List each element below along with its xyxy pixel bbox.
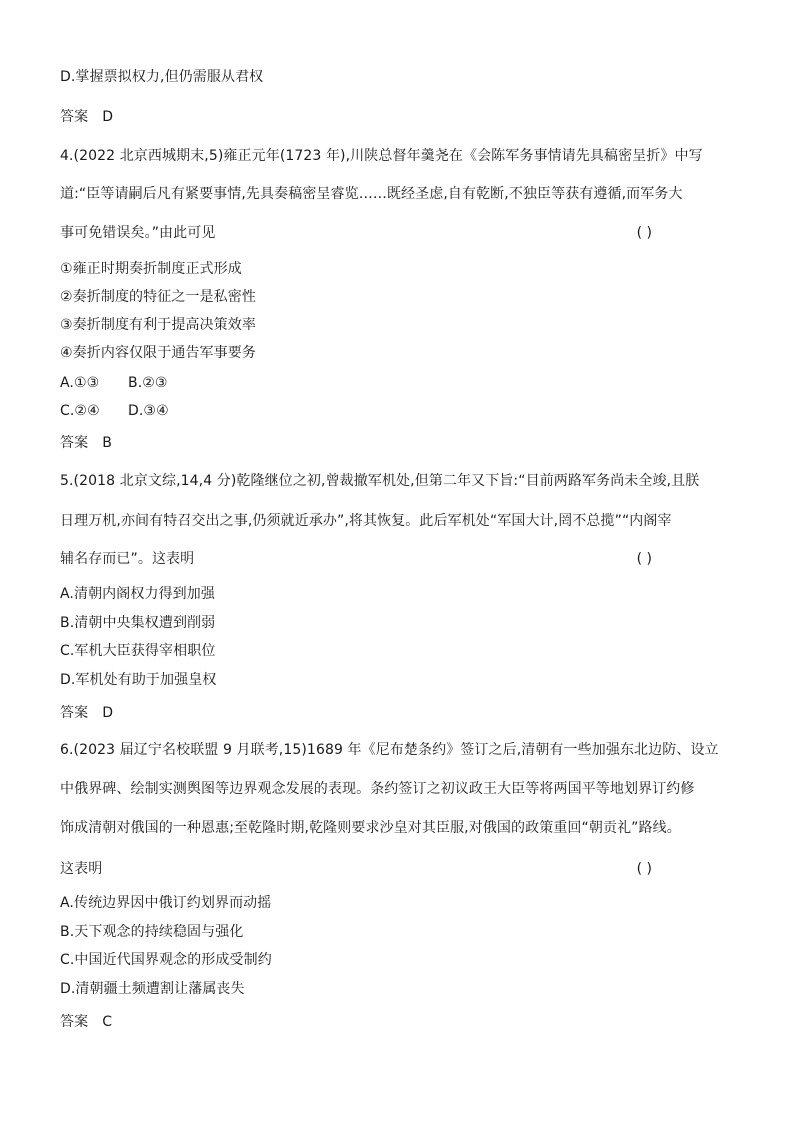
q6-stem-line-1: 6.(2023 届辽宁名校联盟 9 月联考,15)1689 年《尼布楚条约》签订之后,清朝有一些加强东北边防、设立 <box>60 742 719 758</box>
q4-stem-line-2: 道:“臣等请嗣后凡有紧要事情,先具奏稿密呈睿览……既经圣虑,自有乾断,不独臣等获有遵循,而军务大 <box>60 186 683 202</box>
answer-label: 答案 <box>60 705 89 721</box>
q3-option-d: D.掌握票拟权力,但仍需服从君权 <box>60 69 264 85</box>
q5-option-a: A.清朝内阁权力得到加强 <box>60 586 215 602</box>
q5-stem-line-1: 5.(2018 北京文综,14,4 分)乾隆继位之初,曾裁撤军机处,但第二年又下旨:“目前两路军务尚未全竣,且朕 <box>60 473 700 489</box>
q5-option-b: B.清朝中央集权遭到削弱 <box>60 615 216 631</box>
answer-label: 答案 <box>60 109 89 125</box>
option-d: D.③④ <box>128 403 169 419</box>
q4-stem-line-3 <box>60 224 724 242</box>
q3-answer <box>60 108 113 126</box>
q6-stem-text: 这表明 <box>60 861 103 877</box>
q6-answer <box>60 1013 112 1031</box>
option-c: C.②④ <box>60 403 100 419</box>
answer-value: B <box>102 435 112 451</box>
option-a: A.①③ <box>60 375 100 391</box>
answer-value: C <box>102 1014 113 1030</box>
q4-answer <box>60 434 112 452</box>
q4-item-4: ④奏折内容仅限于通告军事要务 <box>60 345 256 361</box>
q6-option-b: B.天下观念的持续稳固与强化 <box>60 924 244 940</box>
answer-value: D <box>102 705 114 721</box>
q5-option-c: C.军机大臣获得宰相职位 <box>60 643 216 659</box>
q5-stem-line-2: 日理万机,亦间有特召交出之事,仍须就近承办”,将其恢复。此后军机处“军国大计,罔不总揽”“内阁宰 <box>60 513 672 529</box>
q4-options-row-1 <box>60 374 168 392</box>
q6-stem-line-3: 饰成清朝对俄国的一种恩惠;至乾隆时期,乾隆则要求沙皇对其臣服,对俄国的政策重回“朝贡礼”路线。 <box>60 820 681 836</box>
q5-option-d: D.军机处有助于加强皇权 <box>60 672 217 688</box>
q4-stem-line-1: 4.(2022 北京西城期末,5)雍正元年(1723 年),川陕总督年羹尧在《会陈军务事情请先具稿密呈折》中写 <box>60 148 703 164</box>
answer-blank: ( ) <box>636 551 652 567</box>
q6-option-a: A.传统边界因中俄订约划界而动摇 <box>60 895 272 911</box>
option-b: B.②③ <box>128 375 168 391</box>
q4-stem-text: 事可免错误矣。”由此可见 <box>60 225 216 241</box>
q4-item-1: ①雍正时期奏折制度正式形成 <box>60 261 242 277</box>
q5-stem-line-3 <box>60 550 724 568</box>
q4-item-2: ②奏折制度的特征之一是私密性 <box>60 289 256 305</box>
answer-label: 答案 <box>60 435 89 451</box>
q4-options-row-2 <box>60 402 169 420</box>
answer-value: D <box>102 109 114 125</box>
q6-stem-line-4 <box>60 860 724 878</box>
answer-blank: ( ) <box>636 861 652 877</box>
q5-answer <box>60 704 113 722</box>
answer-blank: ( ) <box>636 225 652 241</box>
q6-option-c: C.中国近代国界观念的形成受制约 <box>60 952 272 968</box>
q6-stem-line-2: 中俄界碑、绘制实测舆图等边界观念发展的表现。条约签订之初议政王大臣等将两国平等地划界订约修 <box>60 781 695 797</box>
q6-option-d: D.清朝疆土频遭割让藩属丧失 <box>60 981 245 997</box>
q4-item-3: ③奏折制度有利于提高决策效率 <box>60 317 256 333</box>
q5-stem-text: 辅名存而已”。这表明 <box>60 551 195 567</box>
answer-label: 答案 <box>60 1014 89 1030</box>
